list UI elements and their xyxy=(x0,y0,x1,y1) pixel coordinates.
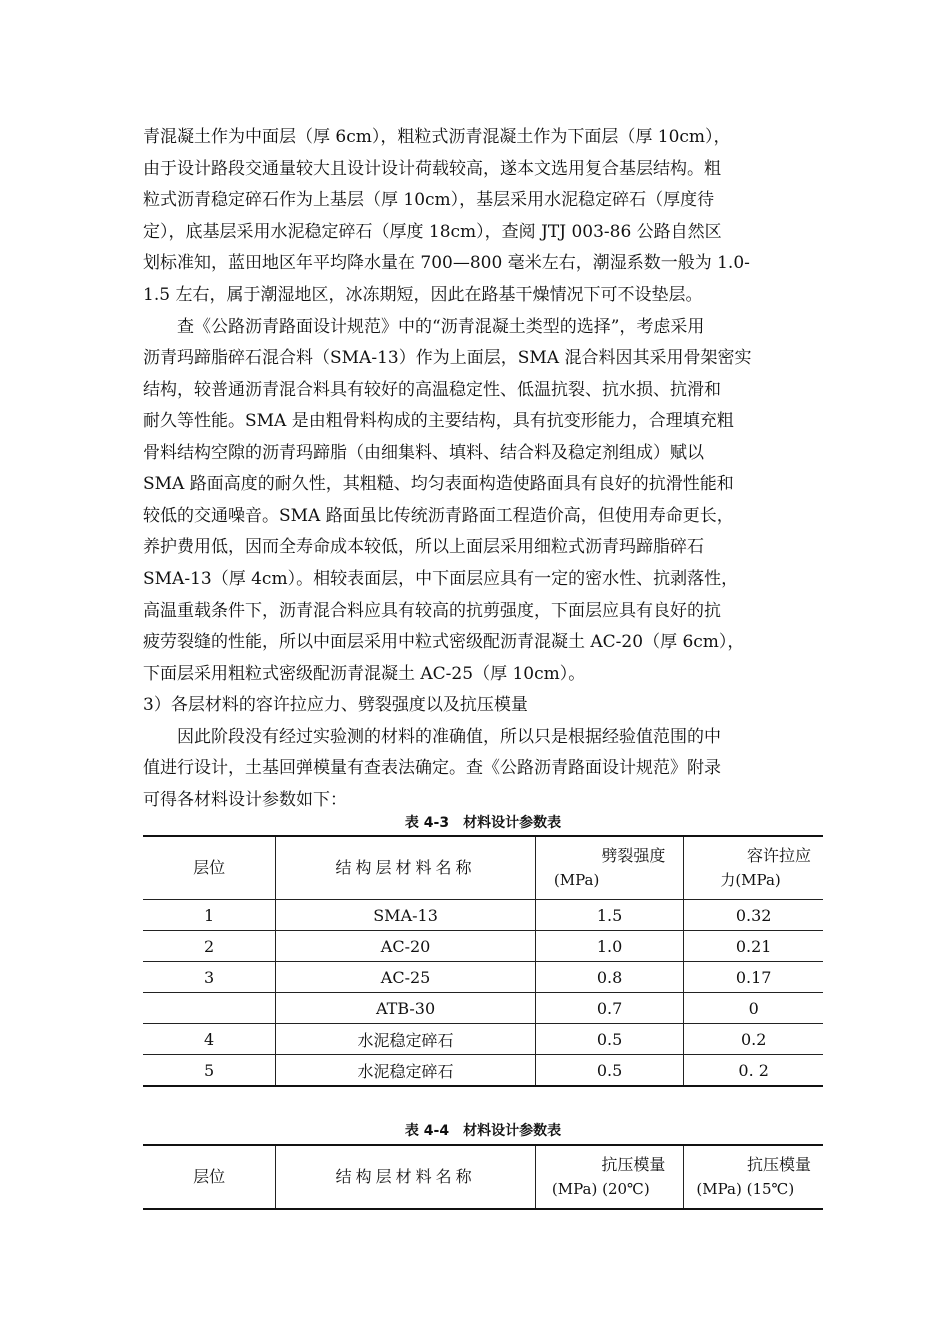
cell-strength: 0.5 xyxy=(535,1055,683,1087)
cell-material: 水泥稳定碎石 xyxy=(276,1055,536,1087)
paragraph-line: 1.5 左右，属于潮湿地区，冰冻期短，因此在路基干燥情况下可不设垫层。 xyxy=(143,285,703,305)
table-header-row xyxy=(143,1145,823,1209)
cell-material: SMA-13 xyxy=(276,900,536,931)
paragraph-line: 骨料结构空隙的沥青玛蹄脂（由细集料、填料、结合料及稳定剂组成）赋以 xyxy=(143,443,704,463)
header-compressive-modulus-20 xyxy=(535,1145,684,1209)
table-caption: 表 4-4 材料设计参数表 xyxy=(404,1123,562,1139)
cell-strength: 0.8 xyxy=(535,962,683,993)
cell-tensile: 0.17 xyxy=(684,962,823,993)
paragraph-line: 值进行设计，土基回弹模量有查表法确定。查《公路沥青路面设计规范》附录 xyxy=(143,758,721,778)
cell-tensile: 0.2 xyxy=(684,1024,823,1055)
material-params-table-1 xyxy=(143,835,823,1087)
cell-material: ATB-30 xyxy=(276,993,536,1024)
cell-layer xyxy=(143,993,276,1024)
paragraph-line: 查《公路沥青路面设计规范》中的“沥青混凝土类型的选择”，考虑采用 xyxy=(143,317,705,337)
cell-tensile: 0 xyxy=(684,993,823,1024)
table-row xyxy=(143,1055,823,1087)
table-caption: 表 4-3 材料设计参数表 xyxy=(404,815,562,831)
cell-strength: 1.5 xyxy=(535,900,683,931)
table-row xyxy=(143,931,823,962)
cell-material: AC-25 xyxy=(276,962,536,993)
cell-tensile: 0. 2 xyxy=(738,1060,769,1080)
paragraph-line: 较低的交通噪音。SMA 路面虽比传统沥青路面工程造价高，但使用寿命更长， xyxy=(143,506,734,526)
paragraph-line: SMA-13（厚 4cm）。相较表面层，中下面层应具有一定的密水性、抗剥落性， xyxy=(143,569,739,589)
paragraph-line: 粒式沥青稳定碎石作为上基层（厚 10cm），基层采用水泥稳定碎石（厚度待 xyxy=(143,190,715,210)
header-splitting-strength xyxy=(535,836,683,900)
cell-layer: 3 xyxy=(143,962,276,993)
header-compressive-modulus-15 xyxy=(684,1145,823,1209)
table-row xyxy=(143,962,823,993)
cell-tensile: 0.32 xyxy=(684,900,823,931)
paragraph-line: 结构，较普通沥青混合料具有较好的高温稳定性、低温抗裂、抗水损、抗滑和 xyxy=(143,380,721,400)
header-line: 抗压模量 xyxy=(746,1155,811,1174)
paragraph-line: 定），底基层采用水泥稳定碎石（厚度 18cm），查阅 JTJ 003-86 公路自然区 xyxy=(143,222,722,242)
paragraph-line: 沥青玛蹄脂碎石混合料（SMA-13）作为上面层，SMA 混合料因其采用骨架密实 xyxy=(143,348,752,368)
header-line: 抗压模量 xyxy=(601,1155,666,1174)
header-line: 容许拉应 xyxy=(746,846,811,865)
cell-layer: 1 xyxy=(143,900,276,931)
cell-strength: 0.7 xyxy=(535,993,683,1024)
cell-material: 水泥稳定碎石 xyxy=(276,1024,536,1055)
table-row xyxy=(143,900,823,931)
paragraph-line: SMA 路面高度的耐久性，其粗糙、均匀表面构造使路面具有良好的抗滑性能和 xyxy=(143,474,734,494)
header-layer: 层位 xyxy=(143,1145,276,1209)
material-params-table-2 xyxy=(143,1144,823,1210)
header-material-name: 结构层材料名称 xyxy=(276,836,536,900)
header-unit: (MPa) (15℃) xyxy=(696,1180,795,1198)
header-material-name: 结构层材料名称 xyxy=(276,1145,536,1209)
header-unit: (MPa) xyxy=(553,871,600,889)
header-line: 劈裂强度 xyxy=(601,846,666,865)
header-layer: 层位 xyxy=(143,836,276,900)
cell-layer: 5 xyxy=(143,1055,276,1087)
paragraph-line: 疲劳裂缝的性能，所以中面层采用中粒式密级配沥青混凝土 AC-20（厚 6cm）， xyxy=(143,632,745,652)
paragraph-line: 下面层采用粗粒式密级配沥青混凝土 AC-25（厚 10cm）。 xyxy=(143,664,586,684)
cell-material: AC-20 xyxy=(276,931,536,962)
header-unit: (MPa) (20℃) xyxy=(551,1180,650,1198)
cell-layer: 2 xyxy=(143,931,276,962)
paragraph-line: 高温重载条件下，沥青混合料应具有较高的抗剪强度，下面层应具有良好的抗 xyxy=(143,601,721,621)
paragraph-line: 养护费用低，因而全寿命成本较低，所以上面层采用细粒式沥青玛蹄脂碎石 xyxy=(143,537,704,557)
cell-tensile: 0.21 xyxy=(684,931,823,962)
table-row xyxy=(143,1024,823,1055)
cell-strength: 1.0 xyxy=(535,931,683,962)
table-header-row xyxy=(143,836,823,900)
table-row xyxy=(143,993,823,1024)
paragraph-line: 青混凝土作为中面层（厚 6cm），粗粒式沥青混凝土作为下面层（厚 10cm）， xyxy=(143,127,731,147)
paragraph-line: 可得各材料设计参数如下： xyxy=(143,790,347,810)
header-allowable-tensile xyxy=(684,836,823,900)
paragraph-line: 由于设计路段交通量较大且设计设计荷载较高，遂本文选用复合基层结构。粗 xyxy=(143,159,721,179)
paragraph-line: 耐久等性能。SMA 是由粗骨料构成的主要结构，具有抗变形能力，合理填充粗 xyxy=(143,411,734,431)
paragraph-line: 因此阶段没有经过实验测的材料的准确值，所以只是根据经验值范围的中 xyxy=(143,727,721,747)
cell-layer: 4 xyxy=(143,1024,276,1055)
header-unit: 力(MPa) xyxy=(720,871,781,889)
cell-strength: 0.5 xyxy=(535,1024,683,1055)
paragraph-line: 划标准知，蓝田地区年平均降水量在 700—800 毫米左右，潮湿系数一般为 1.0- xyxy=(143,253,750,273)
section-heading: 3）各层材料的容许拉应力、劈裂强度以及抗压模量 xyxy=(143,695,528,715)
